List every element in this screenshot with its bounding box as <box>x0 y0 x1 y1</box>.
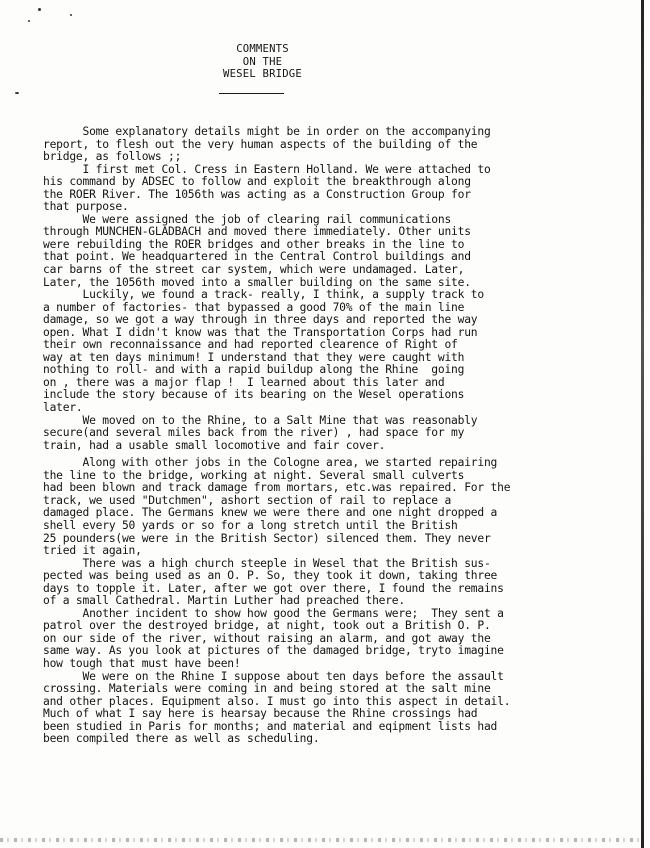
text-line: report, to flesh out the very human aspects of the building of the <box>43 138 478 151</box>
paragraph <box>43 671 603 746</box>
text-line: We moved on to the Rhine, to a Salt Mine that was reasonably <box>43 414 478 427</box>
text-line: Along with other jobs in the Cologne area, we started repairing <box>43 457 498 470</box>
scan-edge-shadow <box>641 0 644 848</box>
text-line: the line to the bridge, working at night. Several small culverts <box>43 469 465 482</box>
text-line: had been blown and track damage from mortars, etc.was repaired. For the <box>43 482 511 495</box>
text-line: We were on the Rhine I suppose about ten days before the assault <box>43 670 504 683</box>
text-line: track, we used "Dutchmen", ashort section of rail to replace a <box>43 494 452 507</box>
text-line: train, had a usable small locomotive and fair cover. <box>43 439 386 452</box>
title-line: ON THE <box>242 55 283 68</box>
text-line: on our side of the river, without raising an alarm, and got away the <box>43 632 491 645</box>
scan-noise <box>0 838 640 842</box>
text-line: that purpose. <box>43 201 129 214</box>
text-line: bridge, as follows ;; <box>43 151 182 164</box>
text-line: were rebuilding the ROER bridges and other breaks in the line to <box>43 238 465 251</box>
text-line: include the story because of its bearing on the Wesel operations <box>43 389 465 402</box>
text-line: a number of factories- that bypassed a good 70% of the main line <box>43 301 465 314</box>
text-line: the ROER River. The 1056th was acting as a Construction Group for <box>43 188 471 201</box>
text-line: and other places. Equipment also. I must go into this aspect in detail. <box>43 695 511 708</box>
text-line: car barns of the street car system, which were undamaged. Later, <box>43 264 465 277</box>
text-line: We were assigned the job of clearing rail communications <box>43 213 452 226</box>
scan-speck <box>70 14 72 16</box>
text-line: Later, the 1056th moved into a smaller building on the same site. <box>43 276 471 289</box>
scan-speck <box>38 8 41 11</box>
text-line: same way. As you look at pictures of the damaged bridge, tryto imagine <box>43 645 504 658</box>
document-title <box>190 43 335 81</box>
paragraph <box>43 214 603 289</box>
paragraph <box>43 558 603 608</box>
title-line: COMMENTS <box>236 43 289 55</box>
text-line: damage, so we got a way through in three days and reported the way <box>43 314 478 327</box>
text-line: Much of what I say here is hearsay because the Rhine crossings had <box>43 708 478 721</box>
text-line: 25 pounders(we were in the British Sector) silenced them. They never <box>43 532 491 545</box>
text-line: how tough that must have been! <box>43 657 241 670</box>
document-body <box>43 126 603 746</box>
text-line: I first met Col. Cress in Eastern Holland. We were attached to <box>43 163 491 176</box>
text-line: later. <box>43 402 83 415</box>
text-line: pected was being used as an O. P. So, they took it down, taking three <box>43 570 498 583</box>
text-line: crossing. Materials were coming in and being stored at the salt mine <box>43 683 491 696</box>
paragraph <box>43 457 603 557</box>
text-line: There was a high church steeple in Wesel that the British sus- <box>43 557 491 570</box>
paragraph <box>43 289 603 414</box>
title-line: WESEL BRIDGE <box>223 68 302 80</box>
text-line: been studied in Paris for months; and material and eqipment lists had <box>43 720 498 733</box>
text-line: shell every 50 yards or so for a long stretch until the British <box>43 519 458 532</box>
text-line: on , there was a major flap ! I learned about this later and <box>43 376 445 389</box>
title-underline <box>219 93 284 94</box>
text-line: damaged place. The Germans knew we were there and one night dropped a <box>43 507 498 520</box>
text-line: through MUNCHEN-GLADBACH and moved there immediately. Other units <box>43 226 471 239</box>
text-line: way at ten days minimum! I understand that they were caught with <box>43 351 465 364</box>
paragraph <box>43 126 603 214</box>
text-line: that point. We headquartered in the Central Control buildings and <box>43 251 471 264</box>
text-line: tried it again, <box>43 545 142 558</box>
scan-speck <box>15 92 19 94</box>
text-line: open. What I didn't know was that the Transportation Corps had run <box>43 326 478 339</box>
text-line: patrol over the destroyed bridge, at night, took out a British O. P. <box>43 620 491 633</box>
text-line: Some explanatory details might be in order on the accompanying <box>43 126 491 138</box>
text-line: Another incident to show how good the Germans were; They sent a <box>43 607 504 620</box>
scan-speck <box>28 20 30 22</box>
text-line: days to topple it. Later, after we got over there, I found the remains <box>43 582 504 595</box>
text-line: been compiled there as well as scheduling. <box>43 733 320 746</box>
text-line: secure(and several miles back from the river) , had space for my <box>43 427 465 440</box>
text-line: their own reconnaissance and had reported clearence of Right of <box>43 339 458 352</box>
text-line: nothing to roll- and with a rapid buildup along the Rhine going <box>43 364 465 377</box>
text-line: his command by ADSEC to follow and exploit the breakthrough along <box>43 176 471 189</box>
text-line: of a small Cathedral. Martin Luther had preached there. <box>43 595 405 608</box>
paragraph <box>43 608 603 671</box>
text-line: Luckily, we found a track- really, I think, a supply track to <box>43 289 484 302</box>
paragraph <box>43 415 603 453</box>
